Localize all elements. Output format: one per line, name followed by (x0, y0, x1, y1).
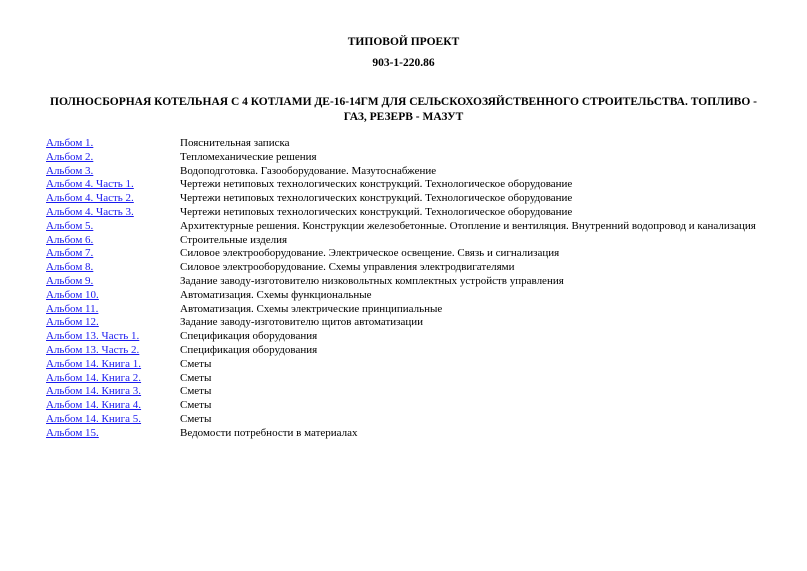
album-row (46, 247, 762, 261)
album-description: Сметы (180, 412, 212, 425)
album-description: Чертежи нетиповых технологических конструкций. Технологическое оборудование (180, 205, 573, 218)
album-row (46, 344, 762, 358)
album-link[interactable]: Альбом 14. Книга 3. (46, 385, 142, 398)
album-row (46, 165, 762, 179)
album-link[interactable]: Альбом 6. (46, 233, 94, 246)
album-link[interactable]: Альбом 7. (46, 247, 94, 260)
album-description: Чертежи нетиповых технологических конструкций. Технологическое оборудование (180, 192, 573, 205)
album-description: Спецификация оборудования (180, 330, 318, 343)
album-row (46, 303, 762, 317)
album-link[interactable]: Альбом 4. Часть 2. (46, 192, 134, 205)
album-row (46, 137, 762, 151)
album-description: Задание заводу-изготовителю щитов автоматизации (180, 316, 424, 329)
album-link[interactable]: Альбом 4. Часть 3. (46, 205, 134, 218)
album-description: Автоматизация. Схемы функциональные (180, 288, 372, 301)
album-description: Силовое электрооборудование. Электрическое освещение. Связь и сигнализация (180, 247, 560, 260)
album-description: Тепломеханические решения (180, 150, 317, 163)
album-row (46, 316, 762, 330)
album-link[interactable]: Альбом 14. Книга 5. (46, 412, 142, 425)
album-row (46, 220, 762, 234)
album-description: Сметы (180, 357, 212, 370)
album-link[interactable]: Альбом 14. Книга 2. (46, 371, 142, 384)
album-row (46, 234, 762, 248)
album-description: Сметы (180, 399, 212, 412)
album-row (46, 151, 762, 165)
album-row (46, 427, 762, 441)
album-description: Пояснительная записка (180, 137, 290, 149)
album-link[interactable]: Альбом 5. (46, 219, 94, 232)
album-link[interactable]: Альбом 15. (46, 426, 99, 439)
album-row (46, 399, 762, 413)
album-row (46, 385, 762, 399)
album-link[interactable]: Альбом 4. Часть 1. (46, 178, 134, 191)
album-description: Ведомости потребности в материалах (180, 426, 358, 439)
album-link[interactable]: Альбом 9. (46, 274, 94, 287)
album-description: Сметы (180, 385, 212, 398)
album-link[interactable]: Альбом 2. (46, 150, 94, 163)
album-list (46, 137, 762, 441)
album-row (46, 358, 762, 372)
album-row (46, 413, 762, 427)
album-link[interactable]: Альбом 13. Часть 2. (46, 343, 140, 356)
album-description: Спецификация оборудования (180, 343, 318, 356)
project-title: ПОЛНОСБОРНАЯ КОТЕЛЬНАЯ С 4 КОТЛАМИ ДЕ-16-14ГМ ДЛЯ СЕЛЬСКОХОЗЯЙСТВЕННОГО СТРОИТЕЛЬСТВА. ТОПЛИВО - ГАЗ, РЕЗЕРВ - МАЗУТ (50, 96, 757, 123)
album-description: Строительные изделия (180, 233, 288, 246)
album-link[interactable]: Альбом 13. Часть 1. (46, 330, 140, 343)
album-link[interactable]: Альбом 14. Книга 4. (46, 399, 142, 412)
album-row (46, 192, 762, 206)
album-row (46, 289, 762, 303)
album-link[interactable]: Альбом 8. (46, 261, 94, 274)
album-row (46, 330, 762, 344)
album-link[interactable]: Альбом 3. (46, 164, 94, 177)
album-description: Автоматизация. Схемы электрические принципиальные (180, 302, 443, 315)
album-description: Архитектурные решения. Конструкции железобетонные. Отопление и вентиляция. Внутренний водопровод и канализация (180, 219, 756, 232)
album-link[interactable]: Альбом 1. (46, 137, 94, 149)
album-row (46, 372, 762, 386)
album-link[interactable]: Альбом 11. (46, 302, 99, 315)
album-link[interactable]: Альбом 10. (46, 288, 99, 301)
album-description: Задание заводу-изготовителю низковольтных комплектных устройств управления (180, 274, 564, 287)
album-row (46, 261, 762, 275)
album-description: Сметы (180, 371, 212, 384)
album-description: Силовое электрооборудование. Схемы управления электродвигателями (180, 261, 515, 274)
document-type-heading: ТИПОВОЙ ПРОЕКТ (347, 36, 460, 48)
project-number: 903-1-220.86 (372, 57, 435, 69)
album-row (46, 178, 762, 192)
album-link[interactable]: Альбом 14. Книга 1. (46, 357, 142, 370)
album-row (46, 206, 762, 220)
album-description: Чертежи нетиповых технологических конструкций. Технологическое оборудование (180, 178, 573, 191)
album-row (46, 275, 762, 289)
album-link[interactable]: Альбом 12. (46, 316, 99, 329)
album-description: Водоподготовка. Газооборудование. Мазутоснабжение (180, 164, 437, 177)
